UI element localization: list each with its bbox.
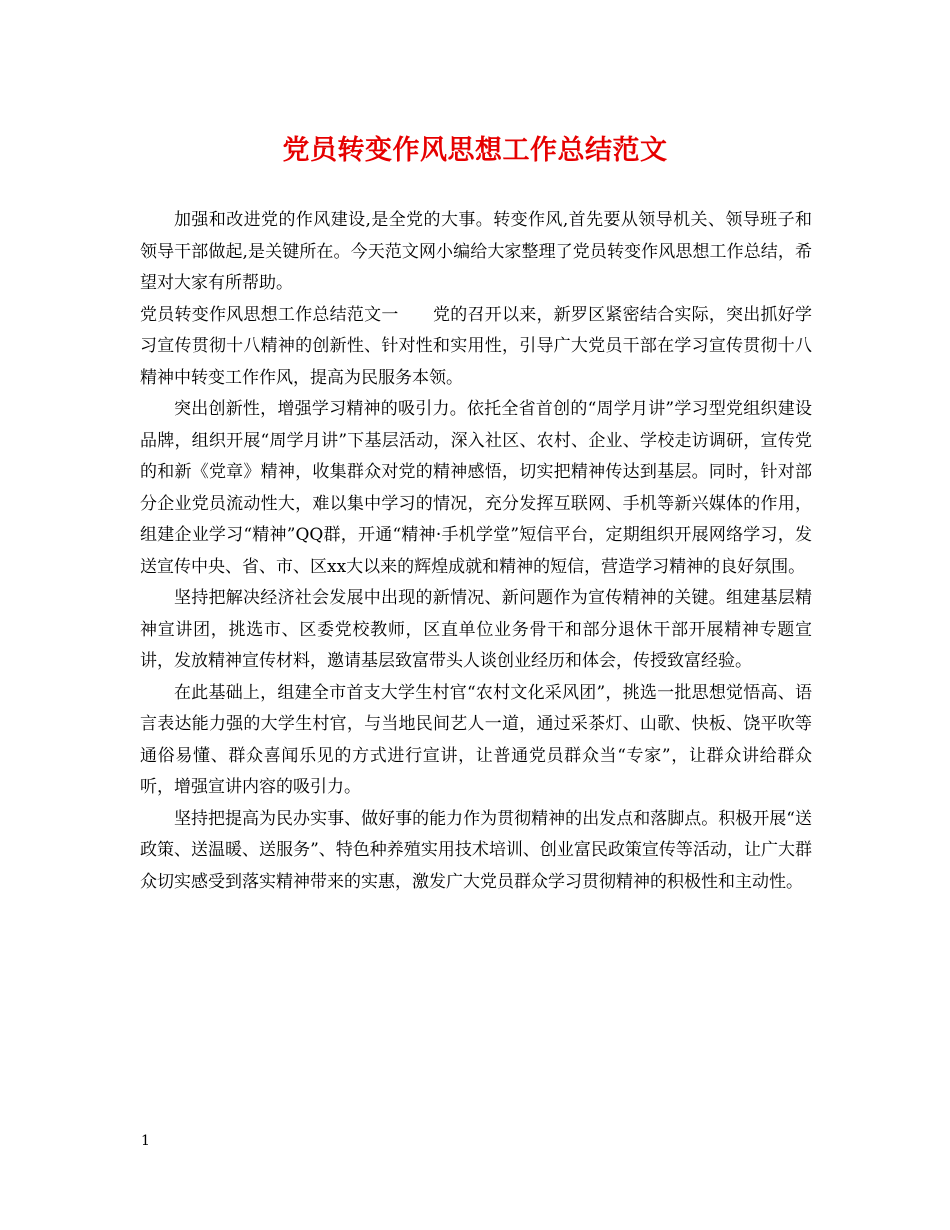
document-title: 党员转变作风思想工作总结范文 (282, 135, 668, 166)
paragraph-innovation: 突出创新性，增强学习精神的吸引力。依托全省首创的“周学月讲”学习型党组织建设品牌，组织开展“周学月讲”下基层活动，深入社区、农村、企业、学校走访调研，宣传党的和新《党章》精神，收集群众对党的精神感悟，切实把精神传达到基层。同时，针对部分企业党员流动性大，难以集中学习的情况，充分发挥互联网、手机等新兴媒体的作用，组建企业学习“精神”QQ群，开通“精神·手机学堂”短信平台，定期组织开展网络学习，发送宣传中央、省、市、区xx大以来的辉煌成就和精神的短信，营造学习精神的良好氛围。 (140, 399, 812, 577)
paragraph-key-issues: 坚持把解决经济社会发展中出现的新情况、新问题作为宣传精神的关键。组建基层精神宣讲团，挑选市、区委党校教师，区直单位业务骨干和部分退休干部开展精神专题宣讲，发放精神宣传材料，邀请基层致富带头人谈创业经历和体会，传授致富经验。 (140, 588, 812, 671)
paragraph-practical-work: 坚持把提高为民办实事、做好事的能力作为贯彻精神的出发点和落脚点。积极开展“送政策、送温暖、送服务”、特色种养殖实用技术培训、创业富民政策宣传等活动，让广大群众切实感受到落实精神带来的实惠，激发广大党员群众学习贯彻精神的积极性和主动性。 (140, 808, 812, 892)
document-body (140, 205, 812, 898)
paragraph-section-one: 党员转变作风思想工作总结范文一 党的召开以来，新罗区紧密结合实际，突出抓好学习宣传贯彻十八精神的创新性、针对性和实用性，引导广大党员干部在学习宣传贯彻十八精神中转变工作作风，提高为民服务本领。 (140, 304, 812, 388)
paragraph-village-officials: 在此基础上，组建全市首支大学生村官“农村文化采风团”，挑选一批思想觉悟高、语言表达能力强的大学生村官，与当地民间艺人一道，通过采茶灯、山歌、快板、饶平吹等通俗易懂、群众喜闻乐见的方式进行宣讲，让普通党员群众当“专家”，让群众讲给群众听，增强宣讲内容的吸引力。 (140, 682, 812, 797)
page-number: 1 (141, 1133, 150, 1149)
paragraph-intro: 加强和改进党的作风建设,是全党的大事。转变作风,首先要从领导机关、领导班子和领导干部做起,是关键所在。今天范文网小编给大家整理了党员转变作风思想工作总结，希望对大家有所帮助。 (140, 210, 812, 293)
